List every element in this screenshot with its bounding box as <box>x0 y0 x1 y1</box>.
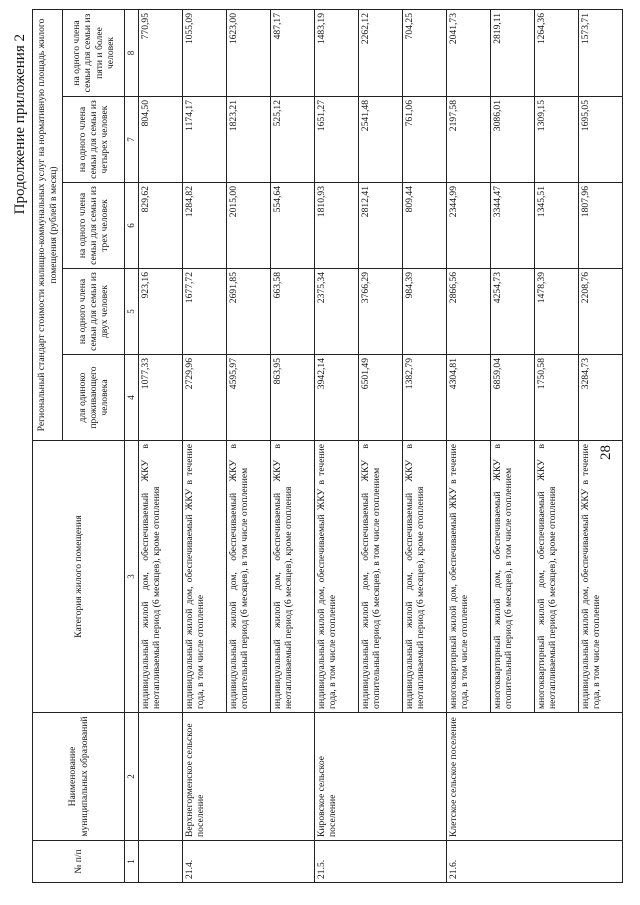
table-row <box>314 9 358 882</box>
header-family-4: на одного члена семьи для семьи из четырех человек <box>63 97 125 183</box>
row-value: 663,58 <box>270 269 314 355</box>
header-municipality: Наименование муниципальных образований <box>33 713 125 841</box>
row-value: 2015,00 <box>226 183 270 269</box>
row-value: 2197,58 <box>446 97 490 183</box>
page-number: 28 <box>598 445 614 460</box>
row-value: 1750,58 <box>534 355 578 441</box>
row-value: 554,64 <box>270 183 314 269</box>
row-value: 2375,34 <box>314 269 358 355</box>
row-value: 1478,39 <box>534 269 578 355</box>
row-value: 4304,81 <box>446 355 490 441</box>
row-value: 2541,48 <box>358 97 402 183</box>
row-municipality <box>534 713 578 841</box>
row-value: 761,06 <box>402 97 446 183</box>
row-index: 21.4. <box>182 841 226 883</box>
row-value: 1807,96 <box>578 183 622 269</box>
row-value: 3284,73 <box>578 355 622 441</box>
header-category: Категория жилого помещения <box>33 441 125 713</box>
row-value: 1345,51 <box>534 183 578 269</box>
row-value: 2691,85 <box>226 269 270 355</box>
row-value: 1055,09 <box>182 9 226 96</box>
row-value: 2262,12 <box>358 9 402 96</box>
row-municipality <box>402 713 446 841</box>
column-number: 8 <box>125 9 139 96</box>
row-value: 1573,71 <box>578 9 622 96</box>
row-municipality <box>490 713 534 841</box>
table-row <box>534 9 578 882</box>
row-category: индивидуальный жилой дом, обеспечиваемый ЖКУ в отопительный период (6 месяцев), в том числе отоплением <box>358 441 402 713</box>
header-number: № п/п <box>33 841 125 883</box>
column-number: 3 <box>125 441 139 713</box>
row-value: 2866,56 <box>446 269 490 355</box>
row-municipality: Верхнегорменское сельское поселение <box>182 713 226 841</box>
header-single: для одиноко проживающего человека <box>63 355 125 441</box>
row-value: 704,25 <box>402 9 446 96</box>
row-value: 1382,79 <box>402 355 446 441</box>
row-value: 2344,99 <box>446 183 490 269</box>
row-category: индивидуальный жилой дом, обеспечиваемый ЖКУ в неотапливаемый период (6 месяцев), кроме отопления <box>138 441 182 713</box>
header-standard-group: Региональный стандарт стоимости жилищно-коммунальных услуг на нормативную площадь жилого помещения (рублей в месяц) <box>33 9 63 440</box>
row-value: 1623,00 <box>226 9 270 96</box>
row-value: 4254,73 <box>490 269 534 355</box>
row-value: 2812,41 <box>358 183 402 269</box>
row-category: индивидуальный жилой дом, обеспечиваемый ЖКУ в неотапливаемый период (6 месяцев), кроме отопления <box>270 441 314 713</box>
row-value: 804,50 <box>138 97 182 183</box>
row-category: индивидуальный жилой дом, обеспечиваемый ЖКУ в неотапливаемый период (6 месяцев), кроме отопления <box>402 441 446 713</box>
row-value: 3942,14 <box>314 355 358 441</box>
table-row <box>270 9 314 882</box>
row-municipality: Кировское сельское поселение <box>314 713 358 841</box>
row-value: 829,62 <box>138 183 182 269</box>
row-value: 2208,76 <box>578 269 622 355</box>
row-value: 1810,93 <box>314 183 358 269</box>
row-value: 1284,82 <box>182 183 226 269</box>
row-index <box>402 841 446 883</box>
row-value: 1174,17 <box>182 97 226 183</box>
row-municipality: Клетское сельское поселение <box>446 713 490 841</box>
column-numbers-row <box>125 9 139 882</box>
header-family-2: на одного члена семьи для семьи из двух человек <box>63 269 125 355</box>
row-category: многоквартирный жилой дом, обеспечиваемый ЖКУ в отопительный период (6 месяцев), в том числе отоплением <box>490 441 534 713</box>
row-value: 1651,27 <box>314 97 358 183</box>
row-value: 863,95 <box>270 355 314 441</box>
row-value: 1264,36 <box>534 9 578 96</box>
row-value: 2041,73 <box>446 9 490 96</box>
row-value: 2729,96 <box>182 355 226 441</box>
row-value: 809,44 <box>402 183 446 269</box>
row-index: 21.5. <box>314 841 358 883</box>
header-family-3: на одного члена семьи для семьи из трех человек <box>63 183 125 269</box>
table-body <box>138 9 622 882</box>
row-index <box>138 841 182 883</box>
row-value: 1677,72 <box>182 269 226 355</box>
row-municipality <box>358 713 402 841</box>
row-value: 3086,01 <box>490 97 534 183</box>
row-value: 525,12 <box>270 97 314 183</box>
row-value: 487,17 <box>270 9 314 96</box>
row-value: 3344,47 <box>490 183 534 269</box>
row-value: 2819,11 <box>490 9 534 96</box>
row-index <box>226 841 270 883</box>
table-row <box>490 9 534 882</box>
column-number: 5 <box>125 269 139 355</box>
row-value: 1483,19 <box>314 9 358 96</box>
table-row <box>358 9 402 882</box>
column-number: 6 <box>125 183 139 269</box>
row-index: 21.6. <box>446 841 490 883</box>
row-category: индивидуальный жилой дом, обеспечиваемый ЖКУ в течение года, в том числе отопление <box>314 441 358 713</box>
row-value: 6859,04 <box>490 355 534 441</box>
row-category: многоквартирный жилой дом, обеспечиваемый ЖКУ в течение года, в том числе отопление <box>446 441 490 713</box>
row-value: 1077,33 <box>138 355 182 441</box>
column-number: 4 <box>125 355 139 441</box>
row-category: индивидуальный жилой дом, обеспечиваемый ЖКУ в течение года, в том числе отопление <box>182 441 226 713</box>
continuation-title: Продолжение приложения 2 <box>12 34 28 215</box>
row-value: 4595,97 <box>226 355 270 441</box>
row-category: индивидуальный жилой дом, обеспечиваемый ЖКУ в течение года, в том числе отопление <box>578 441 622 713</box>
row-index <box>490 841 534 883</box>
housing-cost-table <box>32 9 623 883</box>
row-value: 1823,21 <box>226 97 270 183</box>
row-value: 6501,49 <box>358 355 402 441</box>
column-number: 7 <box>125 97 139 183</box>
table-row <box>402 9 446 882</box>
column-number: 1 <box>125 841 139 883</box>
row-municipality <box>270 713 314 841</box>
row-value: 923,16 <box>138 269 182 355</box>
row-index <box>358 841 402 883</box>
table-row <box>138 9 182 882</box>
row-value: 3766,29 <box>358 269 402 355</box>
row-category: индивидуальный жилой дом, обеспечиваемый ЖКУ в отопительный период (6 месяцев), в том числе отоплением <box>226 441 270 713</box>
header-family-5: на одного члена семьи для семьи из пяти и более человек <box>63 9 125 96</box>
table-row <box>446 9 490 882</box>
table-row <box>182 9 226 882</box>
row-category: многоквартирный жилой дом, обеспечиваемый ЖКУ в неотапливаемый период (6 месяцев), кроме отопления <box>534 441 578 713</box>
row-index <box>534 841 578 883</box>
row-value: 1695,05 <box>578 97 622 183</box>
column-number: 2 <box>125 713 139 841</box>
row-value: 770,95 <box>138 9 182 96</box>
row-municipality <box>226 713 270 841</box>
row-value: 1309,15 <box>534 97 578 183</box>
table-row <box>226 9 270 882</box>
row-municipality <box>138 713 182 841</box>
row-value: 984,39 <box>402 269 446 355</box>
row-index <box>270 841 314 883</box>
